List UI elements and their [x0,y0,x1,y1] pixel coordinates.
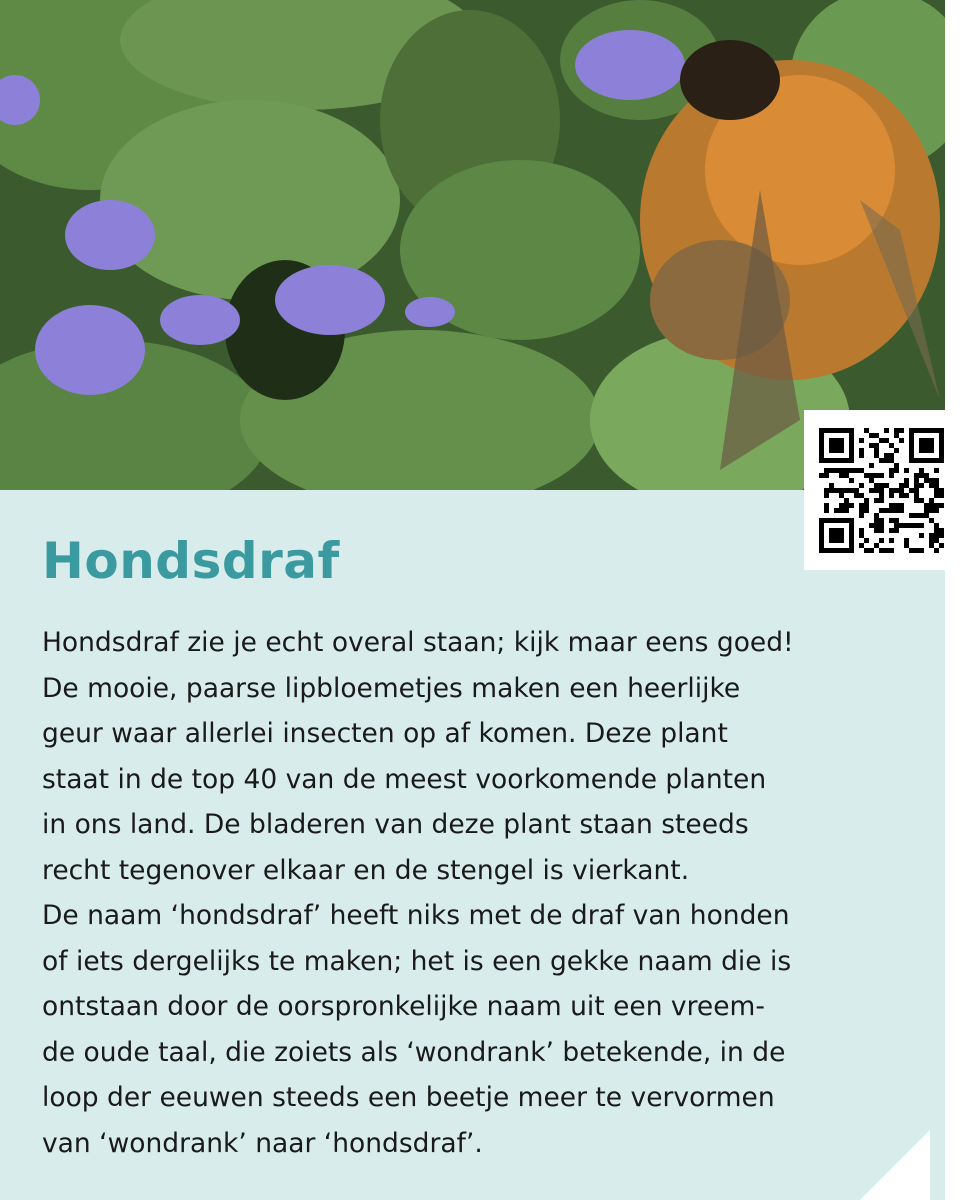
article-line: van ‘wondrank’ naar ‘hondsdraf’. [42,1127,483,1159]
page-title: Hondsdraf [42,532,340,590]
article-line: in ons land. De bladeren van deze plant staan steeds [42,809,749,840]
article-line: loop der eeuwen steeds een beetje meer te vervormen [42,1082,775,1113]
qr-code[interactable] [804,410,945,570]
article-line: De mooie, paarse lipbloemetjes maken een heerlijke [42,672,741,704]
article-line: Hondsdraf zie je echt overal staan; kijk maar eens goed! [42,627,794,658]
article-line: recht tegenover elkaar en de stengel is vierkant. [42,854,690,886]
article-line: ontstaan door de oorspronkelijke naam uit een vreem- [42,991,765,1022]
article-body [42,620,922,1166]
article-line: of iets dergelijks te maken; het is een gekke naam die is [42,945,792,977]
article-line: geur waar allerlei insecten op af komen. Deze plant [42,718,728,749]
article-line: de oude taal, die zoiets als ‘wondrank’ betekende, in de [42,1036,786,1068]
qr-code-icon [819,428,944,553]
article-line: staat in de top 40 van de meest voorkomende planten [42,763,767,795]
article-line: De naam ‘hondsdraf’ heeft niks met de draf van honden [42,900,790,931]
